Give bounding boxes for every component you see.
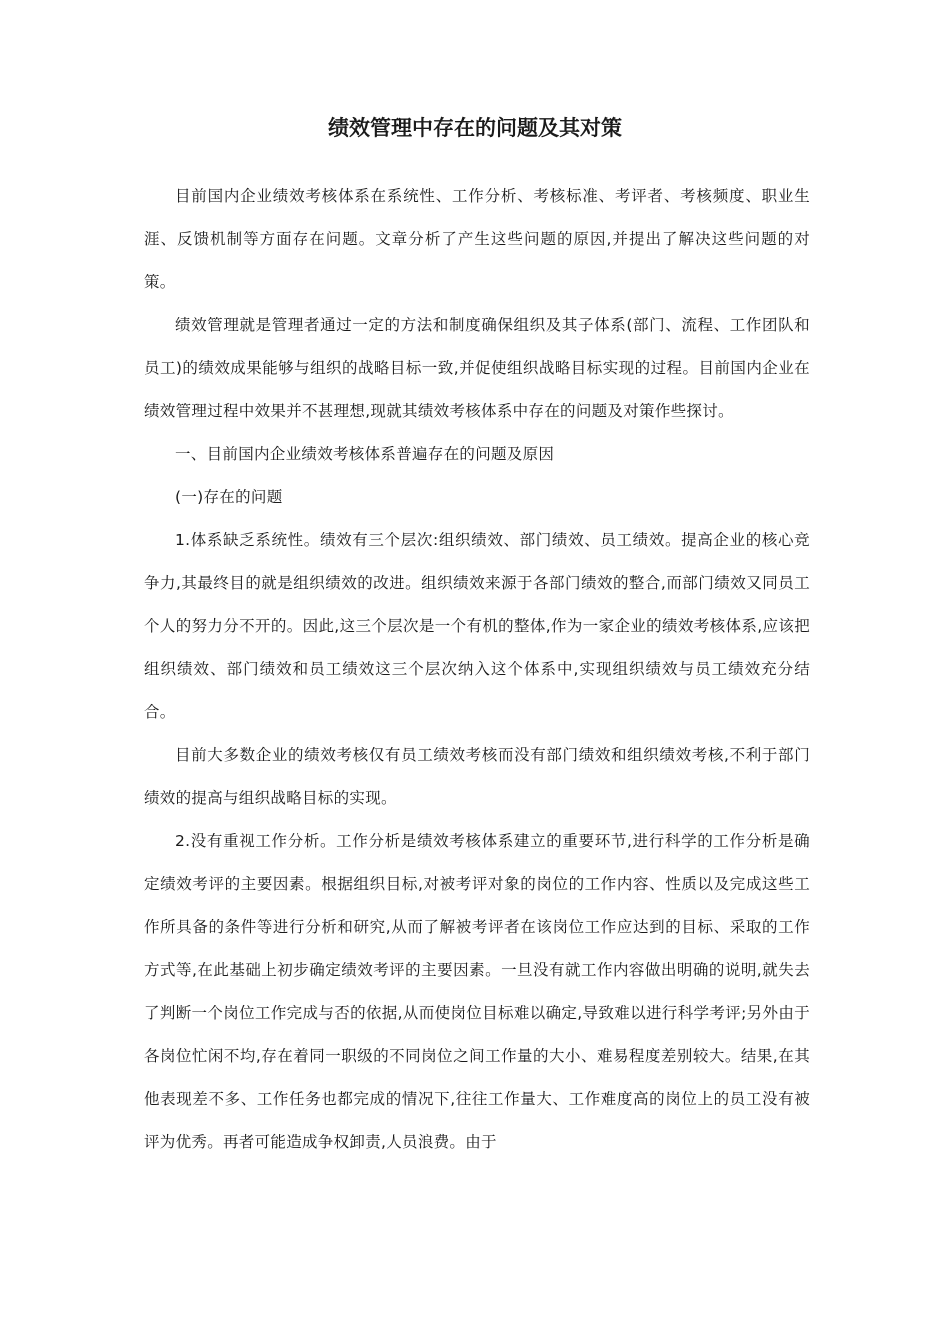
paragraph-point-1-note: 目前大多数企业的绩效考核仅有员工绩效考核而没有部门绩效和组织绩效考核,不利于部门绩效的提高与组织战略目标的实现。 <box>144 746 810 807</box>
paragraph-point-2: 2.没有重视工作分析。工作分析是绩效考核体系建立的重要环节,进行科学的工作分析是确定绩效考评的主要因素。根据组织目标,对被考评对象的岗位的工作内容、性质以及完成这些工作所具备的条件等进行分析和研究,从而了解被考评者在该岗位工作应达到的目标、采取的工作方式等,在此基础上初步确定绩效考评的主要因素。一旦没有就工作内容做出明确的说明,就失去了判断一个岗位工作完成与否的依据,从而使岗位目标难以确定,导致难以进行科学考评;另外由于各岗位忙闲不均,存在着同一职级的不同岗位之间工作量的大小、难易程度差别较大。结果,在其他表现差不多、工作任务也都完成的情况下,往往工作量大、工作难度高的岗位上的员工没有被评为优秀。再者可能造成争权卸责,人员浪费。由于 <box>144 832 810 1151</box>
document-body <box>144 175 810 1164</box>
subsection-heading-1: (一)存在的问题 <box>175 488 283 506</box>
paragraph-abstract: 目前国内企业绩效考核体系在系统性、工作分析、考核标准、考评者、考核频度、职业生涯、反馈机制等方面存在问题。文章分析了产生这些问题的原因,并提出了解决这些问题的对策。 <box>144 187 810 291</box>
paragraph-point-1: 1.体系缺乏系统性。绩效有三个层次:组织绩效、部门绩效、员工绩效。提高企业的核心竞争力,其最终目的就是组织绩效的改进。组织绩效来源于各部门绩效的整合,而部门绩效又同员工个人的努力分不开的。因此,这三个层次是一个有机的整体,作为一家企业的绩效考核体系,应该把组织绩效、部门绩效和员工绩效这三个层次纳入这个体系中,实现组织绩效与员工绩效充分结合。 <box>144 531 810 721</box>
paragraph-definition: 绩效管理就是管理者通过一定的方法和制度确保组织及其子体系(部门、流程、工作团队和员工)的绩效成果能够与组织的战略目标一致,并促使组织战略目标实现的过程。目前国内企业在绩效管理过程中效果并不甚理想,现就其绩效考核体系中存在的问题及对策作些探讨。 <box>144 316 810 420</box>
section-heading-1: 一、目前国内企业绩效考核体系普遍存在的问题及原因 <box>175 445 555 463</box>
document-title: 绩效管理中存在的问题及其对策 <box>328 116 622 140</box>
